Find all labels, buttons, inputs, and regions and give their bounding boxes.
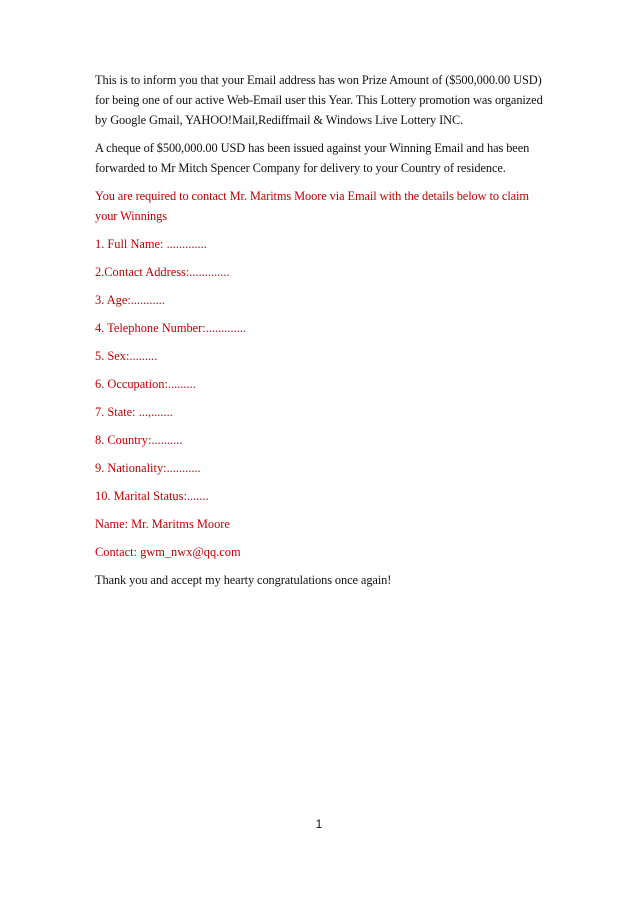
field-nationality: 9. Nationality:........... <box>95 461 201 475</box>
letter-body <box>95 70 545 598</box>
paragraph-cheque-info: A cheque of $500,000.00 USD has been issued against your Winning Email and has been forwarded to Mr Mitch Spencer Company for delivery to your Country of residence. <box>95 141 530 175</box>
field-telephone: 4. Telephone Number:............. <box>95 321 247 335</box>
paragraph-prize-notice: This is to inform you that your Email address has won Prize Amount of ($500,000.00 USD) for being one of our active Web-Email user this Year. This Lottery promotion was organized by Google Gmail, YAHOO!Mail,Rediffmail & Windows Live Lottery INC. <box>95 73 543 127</box>
page-number: 1 <box>315 817 323 831</box>
field-state: 7. State: ...,....... <box>95 405 173 419</box>
closing-line: Thank you and accept my hearty congratulations once again! <box>95 573 392 587</box>
field-occupation: 6. Occupation:......... <box>95 377 196 391</box>
details-list <box>95 234 545 562</box>
paragraph-contact-instruction: You are required to contact Mr. Maritms Moore via Email with the details below to claim your Winnings <box>95 189 529 223</box>
field-marital-status: 10. Marital Status:....... <box>95 489 209 503</box>
field-full-name: 1. Full Name: ............. <box>95 237 207 251</box>
contact-email: Contact: gwm_nwx@qq.com <box>95 545 241 559</box>
contact-name: Name: Mr. Maritms Moore <box>95 517 230 531</box>
field-sex: 5. Sex:......... <box>95 349 158 363</box>
field-contact-address: 2.Contact Address:............. <box>95 265 230 279</box>
field-age: 3. Age:........... <box>95 293 165 307</box>
field-country: 8. Country:.......... <box>95 433 183 447</box>
